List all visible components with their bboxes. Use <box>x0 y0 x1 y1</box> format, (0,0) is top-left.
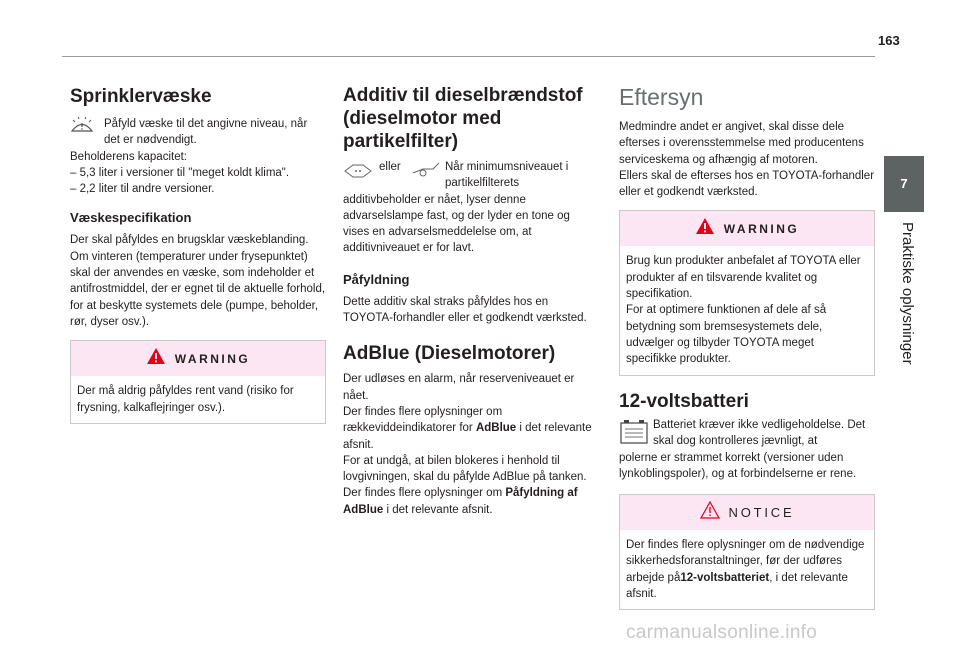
adblue-p2-c: i det relevante afsnit. <box>343 422 592 451</box>
battery-text: polerne er strammet korrekt (versioner uden lynkoblingspoler), og at forbindelserne er rene. <box>619 451 857 480</box>
warning-triangle-icon <box>146 347 166 370</box>
adblue-p4-c: i det relevante afsnit. <box>383 503 493 516</box>
additive-intro <box>343 159 599 192</box>
adblue-p4-b: Påfyldning af AdBlue <box>343 487 578 516</box>
washer-intro <box>70 116 326 149</box>
chapter-tab[interactable]: 7 <box>884 156 924 212</box>
battery-icon-text: Batteriet kræver ikke vedligeholdelse. Det skal dog kontrolleres jævnligt, at <box>653 418 866 447</box>
adblue-p3: For at undgå, at bilen blokeres i henhold til lovgivningen, skal du påfylde AdBlue på tanken. <box>343 454 587 484</box>
section-title-inspection: Eftersyn <box>619 84 704 110</box>
battery-intro <box>619 417 875 450</box>
notice-text <box>620 530 874 609</box>
notice-box <box>619 494 875 610</box>
eller-text: eller <box>379 161 401 173</box>
warning-box-washer <box>70 340 326 424</box>
notice-triangle-icon <box>700 501 720 524</box>
warning-text-inspection: Brug kun produkter anbefalet af TOYOTA eller produkter af en tilsvarende kvalitet og specifikation. For at optimere funktionen af dele af så betydning som bremsesystemets dele, udvælger og tilbyder TOYOTA meget specifikke produkter. <box>626 255 861 366</box>
adblue-p2 <box>343 404 599 453</box>
notice-text-c: , i det relevante afsnit. <box>626 571 848 601</box>
section-title-washer: Sprinklervæske <box>70 86 212 107</box>
page-number: 163 <box>878 33 900 48</box>
adblue-p2-a: Der findes flere oplysninger om rækkeviddeindikatorer for <box>343 405 503 435</box>
spec-text: Der skal påfyldes en brugsklar væskeblanding. Om vinteren (temperaturer under frysepunktet) skal der anvendes en væske, som indeholder et antifrostmiddel, der er egnet til de aktuelle forhold, for at beskytte systemets dele (pumpe, beholder, rør, dyser osv.). <box>70 234 326 328</box>
top-divider <box>62 56 875 57</box>
column-washer-fluid <box>70 80 326 424</box>
warning-header <box>71 341 325 376</box>
capacity-item-2: – 2,2 liter til andre versioner. <box>70 183 215 196</box>
warning-label-inspection: WARNING <box>723 221 800 236</box>
battery-title: 12-voltsbatteri <box>619 390 749 412</box>
spec-title: Væskespecifikation <box>70 210 192 226</box>
additive-level-icon <box>411 159 445 184</box>
notice-header <box>620 495 874 530</box>
battery-icon <box>619 417 653 450</box>
capacity-item-1: – 5,3 liter i versioner til "meget koldt klima". <box>70 166 290 179</box>
adblue-title: AdBlue (Dieselmotorer) <box>343 343 556 365</box>
notice-text-b: 12-voltsbatteriet <box>680 571 770 584</box>
notice-label: NOTICE <box>728 505 795 521</box>
watermark: carmanualsonline.info <box>626 622 818 643</box>
additive-icon-text: Når minimumsniveauet i partikelfilterets <box>445 161 569 190</box>
adblue-p1: Der udløses en alarm, når reserveniveauet er nået. <box>343 373 575 402</box>
adblue-p4-a: Der findes flere oplysninger om <box>343 487 506 500</box>
section-title-additive-2: (dieselmotor med <box>343 108 502 129</box>
chapter-label: Praktiske oplysninger <box>899 222 916 365</box>
column-additive <box>343 80 599 518</box>
particle-filter-icon <box>343 159 379 184</box>
adblue-p2-b: AdBlue <box>475 422 517 435</box>
inspection-body: Medmindre andet er angivet, skal disse dele efterses i overensstemmelse med producentens serviceskema og afhængig af motoren. Ellers skal de efterses hos en TOYOTA-forhandler eller et godkendt værksted. <box>619 121 875 199</box>
adblue-p4 <box>343 485 599 518</box>
section-title-additive-3: partikelfilter) <box>343 131 459 152</box>
column-inspection <box>619 80 875 610</box>
fill-title: Påfyldning <box>343 271 410 287</box>
washer-intro-text: Påfyld væske til det angivne niveau, når det er nødvendigt. <box>104 118 308 147</box>
warning-box-inspection <box>619 210 875 375</box>
section-title-additive-1: Additiv til dieselbrændstof <box>343 85 583 106</box>
warning-header-inspection <box>620 211 874 246</box>
washer-fluid-icon <box>70 116 104 141</box>
capacity-heading: Beholderens kapacitet: <box>70 150 187 163</box>
notice-text-a: Der findes flere oplysninger om de nødvendige sikkerhedsforanstaltninger, før der udføres arbejde på <box>626 539 865 584</box>
fill-text: Dette additiv skal straks påfyldes hos en TOYOTA-forhandler eller et godkendt værksted. <box>343 295 587 325</box>
warning-triangle-icon <box>695 217 715 240</box>
warning-text: Der må aldrig påfyldes rent vand (risiko for frysning, kalkaflejringer osv.). <box>77 385 294 414</box>
additive-body: additivbeholder er nået, lyser denne advarselslampe fast, og der lyder en tone og vises en advarselsmeddelelse om, at additivniveauet er for lavt. <box>343 193 570 255</box>
warning-label: WARNING <box>174 351 251 366</box>
